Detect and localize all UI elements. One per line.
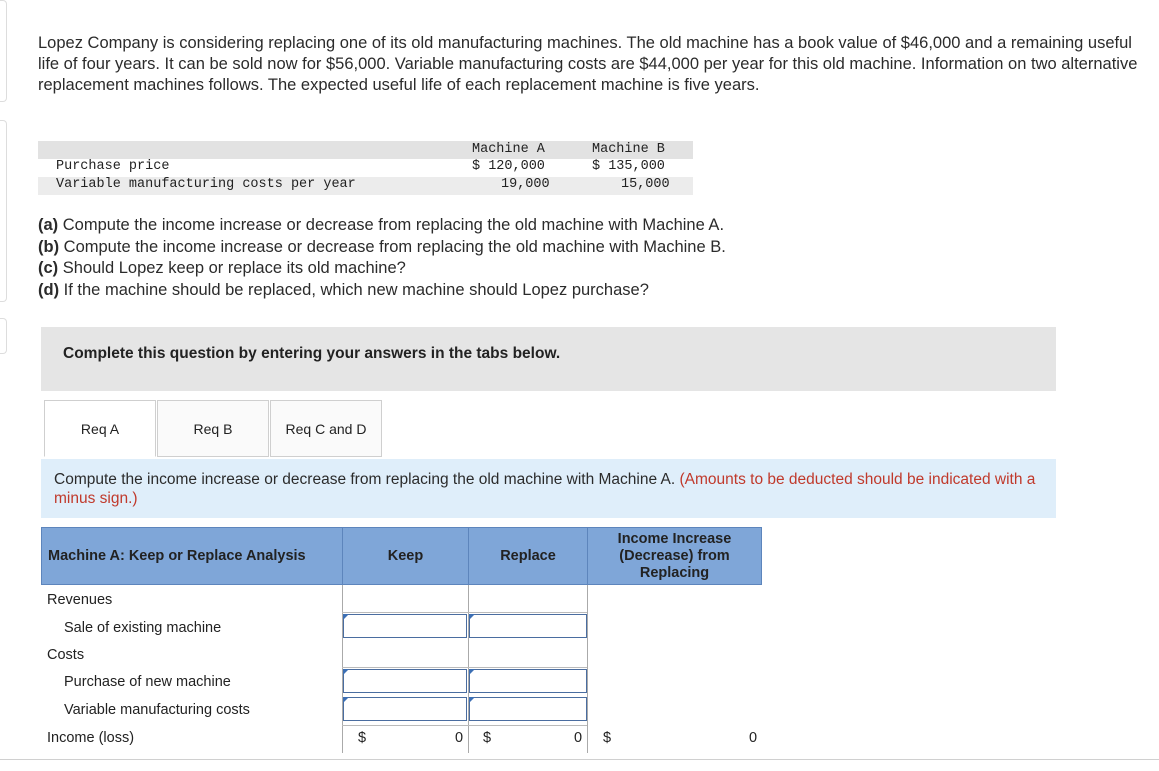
input-variable-replace[interactable] [469,697,587,721]
input-purchase-replace[interactable] [469,669,587,693]
total-replace-value: 0 [574,730,583,746]
bottom-divider [0,759,1159,760]
purchase-replace-field[interactable] [470,670,586,692]
row-revenues: Revenues [47,592,113,608]
grid-divider [342,667,587,668]
grid-divider [587,585,588,753]
total-keep-value: 0 [455,730,464,746]
input-sale-keep[interactable] [343,614,467,638]
total-income-value: 0 [749,730,758,746]
row-income-loss: Income (loss) [47,730,135,746]
col-machine-b: Machine B [592,142,665,157]
grid-divider [342,725,587,726]
sale-replace-field[interactable] [470,615,586,637]
tab-req-b[interactable]: Req B [157,400,269,457]
col-keep: Keep [342,527,469,585]
col-income-increase: Income Increase (Decrease) from Replacing [587,527,762,585]
left-edge-tab [0,318,7,354]
purchase-keep-field[interactable] [344,670,466,692]
col-replace: Replace [468,527,588,585]
sale-keep-field[interactable] [344,615,466,637]
row-purchase-new-machine: Purchase of new machine [64,674,231,690]
left-edge-tab [0,120,7,302]
total-replace-currency: $ [483,730,492,746]
problem-intro: Lopez Company is considering replacing one of its old manufacturing machines. The old machine has a book value of $46,000 and a remaining useful life of four years. It can be sold now for $56,000. Variable manufacturing costs are $44,000 per year for this old machine. Information on two alternative replacement machines follows. The expected useful life of each replacement machine is five years. [38,34,1138,94]
tab-instruction: Compute the income increase or decrease from replacing the old machine with Machine A. (Amounts to be deducted should be indicated with a minus sign.) [41,459,1056,518]
total-income-currency: $ [603,730,612,746]
question-list [38,215,726,301]
left-edge-tab [0,0,7,102]
tab-req-c-and-d[interactable]: Req C and D [270,400,382,457]
variable-replace-field[interactable] [470,698,586,720]
col-machine-a: Machine A [472,142,545,157]
row-sale-existing-machine: Sale of existing machine [64,620,222,636]
variable-keep-field[interactable] [344,698,466,720]
question-c: (c) Should Lopez keep or replace its old machine? [38,259,406,277]
question-a: (a) Compute the income increase or decrease from replacing the old machine with Machine A. [38,216,725,234]
grid-divider [342,612,587,613]
row-variable-costs: Variable manufacturing costs [64,702,250,718]
data-row-purchase: Purchase price $ 120,000 $ 135,000 [56,159,665,174]
grid-title: Machine A: Keep or Replace Analysis [41,527,343,585]
instructions-banner: Complete this question by entering your answers in the tabs below. [41,327,1056,391]
question-b: (b) Compute the income increase or decrease from replacing the old machine with Machine B. [38,237,726,256]
input-sale-replace[interactable] [469,614,587,638]
input-variable-keep[interactable] [343,697,467,721]
input-purchase-keep[interactable] [343,669,467,693]
data-table-header [38,141,693,159]
minus-sign-note: (Amounts to be deducted should be indicated with a minus sign.) [54,471,1036,507]
row-costs: Costs [47,647,85,663]
tab-req-a[interactable]: Req A [44,400,156,457]
data-row-variable: Variable manufacturing costs per year 19,000 15,000 [38,177,693,195]
total-keep-currency: $ [358,730,367,746]
question-d: (d) If the machine should be replaced, which new machine should Lopez purchase? [38,280,649,299]
